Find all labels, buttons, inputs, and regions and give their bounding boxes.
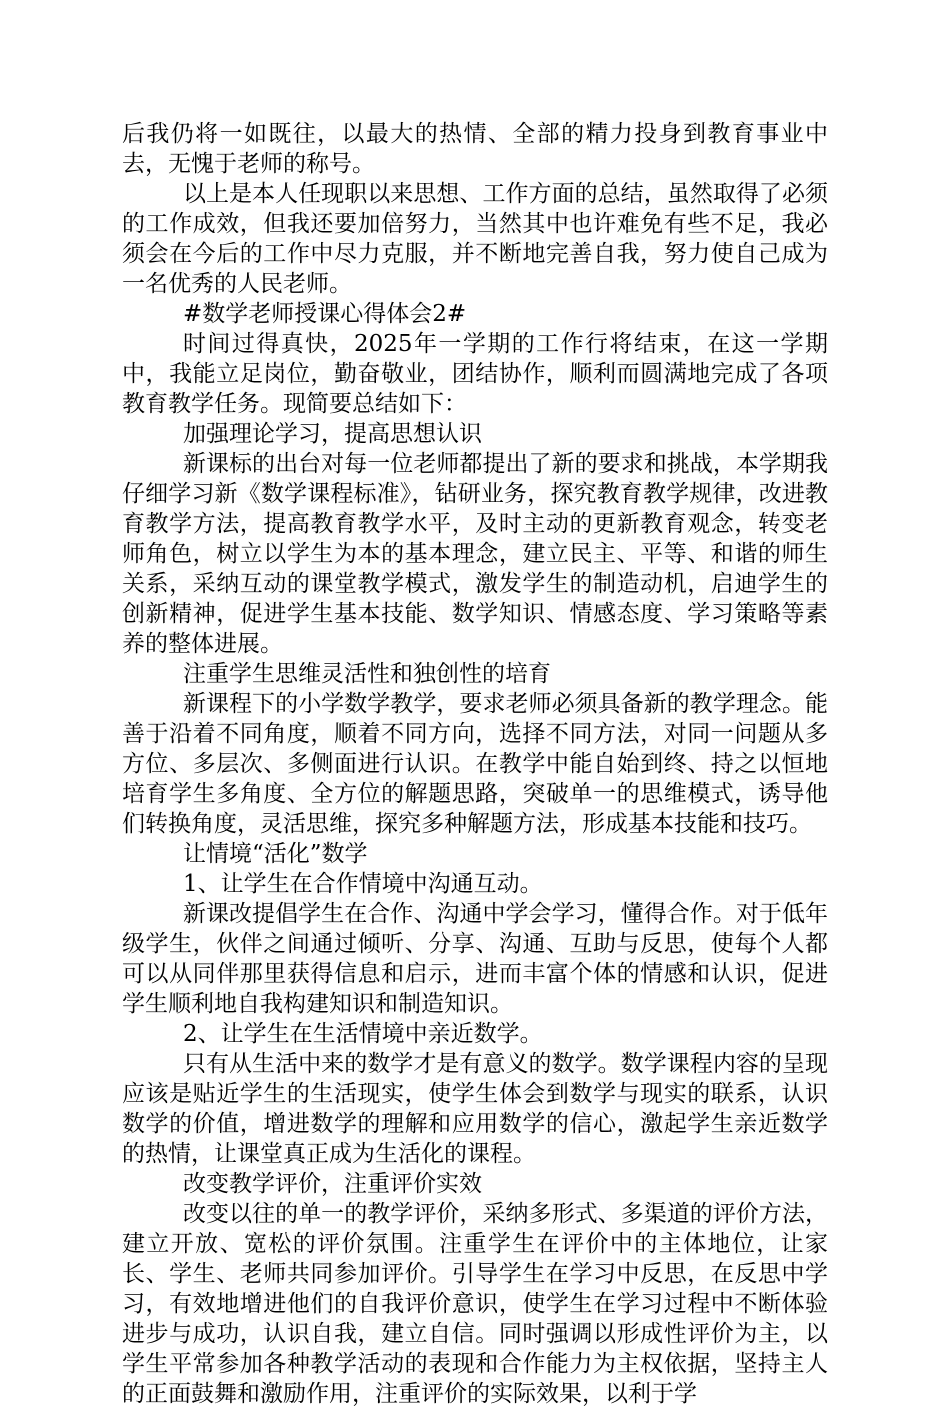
paragraph: 新课标的出台对每一位老师都提出了新的要求和挑战，本学期我仔细学习新《数学课程标准》，钻研业务，探究教育教学规律，改进教育教学方法，提高教育教学水平，及时主动的更新教育观念，转变老师角色，树立以学生为本的基本理念，建立民主、平等、和谐的师生关系，采纳互动的课堂教学模式，激发学生的制造动机，启迪学生的创新精神，促进学生基本技能、数学知识、情感态度、学习策略等素养的整体进展。 <box>122 451 828 657</box>
paragraph: 以上是本人任现职以来思想、工作方面的总结，虽然取得了必须的工作成效，但我还要加倍努力，当然其中也许难免有些不足，我必须会在今后的工作中尽力克服，并不断地完善自我，努力使自己成为一名优秀的人民老师。 <box>122 181 828 297</box>
paragraph: 时间过得真快，2025年一学期的工作行将结束，在这一学期中，我能立足岗位，勤奋敬业，团结协作，顺利而圆满地完成了各项教育教学任务。现简要总结如下： <box>122 331 828 417</box>
section-heading: #数学老师授课心得体会2# <box>182 301 467 327</box>
paragraph: 后我仍将一如既往，以最大的热情、全部的精力投身到教育事业中去，无愧于老师的称号。 <box>122 121 828 177</box>
section-heading: 让情境“活化”数学 <box>182 841 368 867</box>
paragraph: 新课改提倡学生在合作、沟通中学会学习，懂得合作。对于低年级学生，伙伴之间通过倾听、分享、沟通、互助与反思，使每个人都可以从同伴那里获得信息和启示，进而丰富个体的情感和认识，促进学生顺利地自我构建知识和制造知识。 <box>122 901 828 1017</box>
paragraph: 只有从生活中来的数学才是有意义的数学。数学课程内容的呈现应该是贴近学生的生活现实，使学生体会到数学与现实的联系，认识数学的价值，增进数学的理解和应用数学的信心，激起学生亲近数学的热情，让课堂真正成为生活化的课程。 <box>122 1051 828 1167</box>
sub-heading: 1、让学生在合作情境中沟通互动。 <box>182 871 543 897</box>
document-body <box>122 119 828 1409</box>
paragraph: 新课程下的小学数学教学，要求老师必须具备新的教学理念。能善于沿着不同角度，顺着不同方向，选择不同方法，对同一问题从多方位、多层次、多侧面进行认识。在教学中能自始到终、持之以恒地培育学生多角度、全方位的解题思路，突破单一的思维模式，诱导他们转换角度，灵活思维，探究多种解题方法，形成基本技能和技巧。 <box>122 691 828 837</box>
paragraph: 改变以往的单一的教学评价，采纳多形式、多渠道的评价方法，建立开放、宽松的评价氛围。注重学生在评价中的主体地位，让家长、学生、老师共同参加评价。引导学生在学习中反思，在反思中学习，有效地增进他们的自我评价意识，使学生在学习过程中不断体验进步与成功，认识自我，建立自信。同时强调以形成性评价为主，以学生平常参加各种教学活动的表现和合作能力为主权依据，坚持主人的正面鼓舞和激励作用，注重评价的实际效果，以利于学 <box>122 1201 828 1407</box>
sub-heading: 2、让学生在生活情境中亲近数学。 <box>182 1021 543 1047</box>
section-heading: 改变教学评价，注重评价实效 <box>182 1171 482 1197</box>
section-heading: 加强理论学习，提高思想认识 <box>182 421 482 447</box>
section-heading: 注重学生思维灵活性和独创性的培育 <box>182 661 551 687</box>
